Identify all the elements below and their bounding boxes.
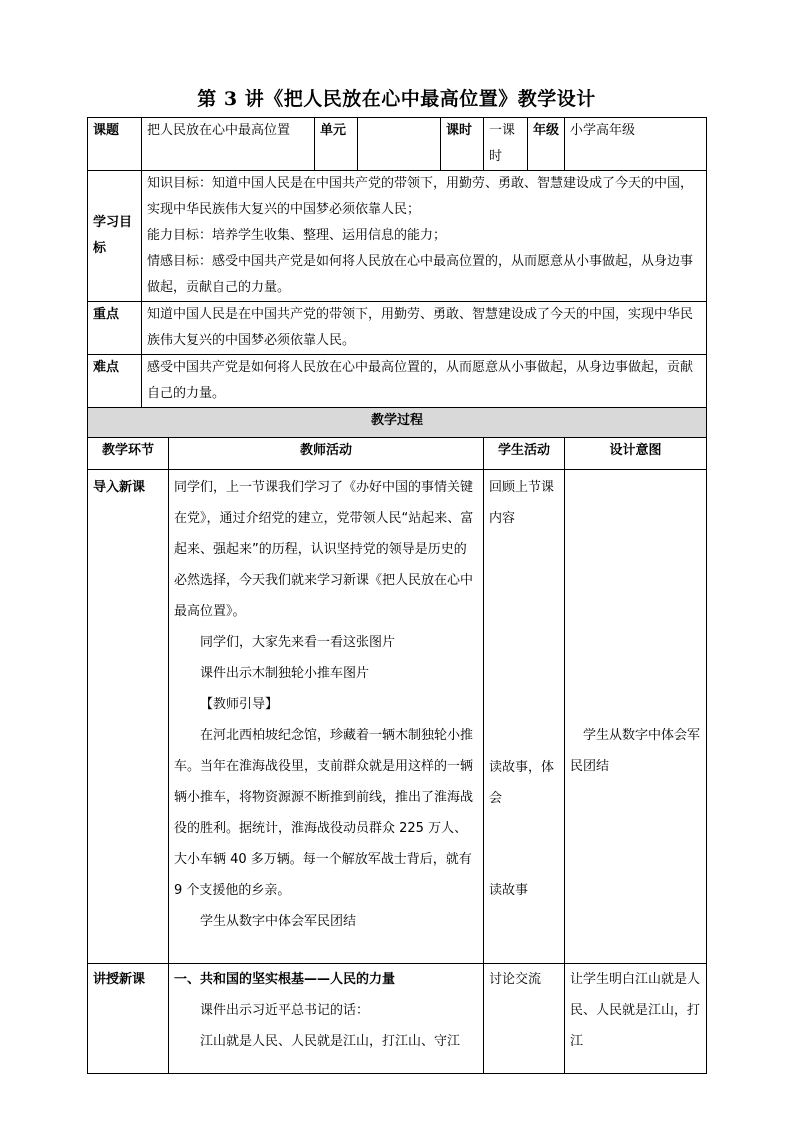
info-row — [88, 118, 707, 171]
col-intent: 设计意图 — [565, 438, 707, 470]
lecture-teacher-para-2: 江山就是人民、人民就是江山，打江山、守江 — [200, 1034, 461, 1049]
intro-teacher-para-2: 同学们，大家先来看一看这张图片 — [200, 635, 396, 650]
objectives-content — [142, 171, 707, 302]
process-header: 教学过程 — [88, 408, 707, 438]
difficulty-row — [88, 355, 707, 408]
lecture-intent: 让学生明白江山就是人民、人民就是江山，打江 — [565, 964, 707, 1074]
grade-value: 小学高年级 — [565, 118, 707, 171]
period-label: 课时 — [441, 118, 484, 171]
process-header-row — [88, 408, 707, 438]
intro-teacher-para-3: 课件出示木制独轮小推车图片 — [200, 666, 370, 681]
intro-student-1: 回顾上节课内容 — [489, 480, 555, 526]
grade-label: 年级 — [528, 118, 565, 171]
col-stage: 教学环节 — [88, 438, 169, 470]
page-title: 第 3 讲《把人民放在心中最高位置》教学设计 — [197, 88, 596, 110]
lecture-row — [88, 964, 707, 1074]
unit-value — [358, 118, 441, 171]
lecture-stage: 讲授新课 — [88, 964, 169, 1074]
objective-emotion: 情感目标：感受中国共产党是如何将人民放在心中最高位置的，从而愿意从小事做起，从身边事做起，贡献自己的力量。 — [147, 254, 694, 295]
lecture-student: 讨论交流 — [484, 964, 565, 1074]
objective-ability: 能力目标：培养学生收集、整理、运用信息的能力； — [147, 228, 447, 243]
intro-teacher-para-6: 学生从数字中体会军民团结 — [200, 914, 357, 929]
intro-student-3: 读故事 — [489, 883, 529, 898]
difficulty-content: 感受中国共产党是如何将人民放在心中最高位置的，从而愿意从小事做起，从身边事做起，贡献自己的力量。 — [142, 355, 707, 408]
intro-row — [88, 470, 707, 964]
intro-intent: 学生从数字中体会军民团结 — [565, 470, 707, 964]
key-row — [88, 302, 707, 355]
intro-teacher-para-4: 【教师引导】 — [200, 697, 279, 712]
lecture-teacher-heading: 一、共和国的坚实根基——人民的力量 — [174, 972, 396, 987]
key-label: 重点 — [88, 302, 142, 355]
difficulty-label: 难点 — [88, 355, 142, 408]
lesson-plan-table — [87, 117, 707, 1074]
lecture-teacher — [169, 964, 484, 1074]
intro-teacher-para-1: 同学们，上一节课我们学习了《办好中国的事情关键在党》，通过介绍党的建立，党带领人民“站起来、富起来、强起来”的历程，认识坚持党的领导是历史的必然选择，今天我们就来学习新课《把人民放在心中最高位置》。 — [174, 480, 474, 619]
process-columns-row — [88, 438, 707, 470]
intro-stage: 导入新课 — [88, 470, 169, 964]
objectives-label: 学习目标 — [88, 171, 142, 302]
unit-label: 单元 — [315, 118, 358, 171]
key-content: 知道中国人民是在中国共产党的带领下，用勤劳、勇敢、智慧建设成了今天的中国，实现中华民族伟大复兴的中国梦必须依靠人民。 — [142, 302, 707, 355]
intro-teacher-para-5: 在河北西柏坡纪念馆，珍藏着一辆木制独轮小推车。当年在淮海战役里，支前群众就是用这样的一辆辆小推车，将物资源源不断推到前线，推出了淮海战役的胜利。据统计，淮海战役动员群众 225 万人、大小车辆 40 多万辆。每一个解放军战士背后，就有 9 个支援他的乡亲。 — [174, 728, 474, 898]
lecture-teacher-para-1: 课件出示习近平总书记的话： — [200, 1003, 370, 1018]
objective-knowledge: 知识目标：知道中国人民是在中国共产党的带领下，用勤劳、勇敢、智慧建设成了今天的中国，实现中华民族伟大复兴的中国梦必须依靠人民； — [147, 176, 694, 217]
topic-value: 把人民放在心中最高位置 — [142, 118, 315, 171]
col-teacher: 教师活动 — [169, 438, 484, 470]
objectives-row — [88, 171, 707, 302]
period-value: 一课时 — [484, 118, 528, 171]
intro-student — [484, 470, 565, 964]
intro-teacher — [169, 470, 484, 964]
topic-label: 课题 — [88, 118, 142, 171]
col-student: 学生活动 — [484, 438, 565, 470]
intro-student-2: 读故事，体会 — [489, 760, 555, 806]
